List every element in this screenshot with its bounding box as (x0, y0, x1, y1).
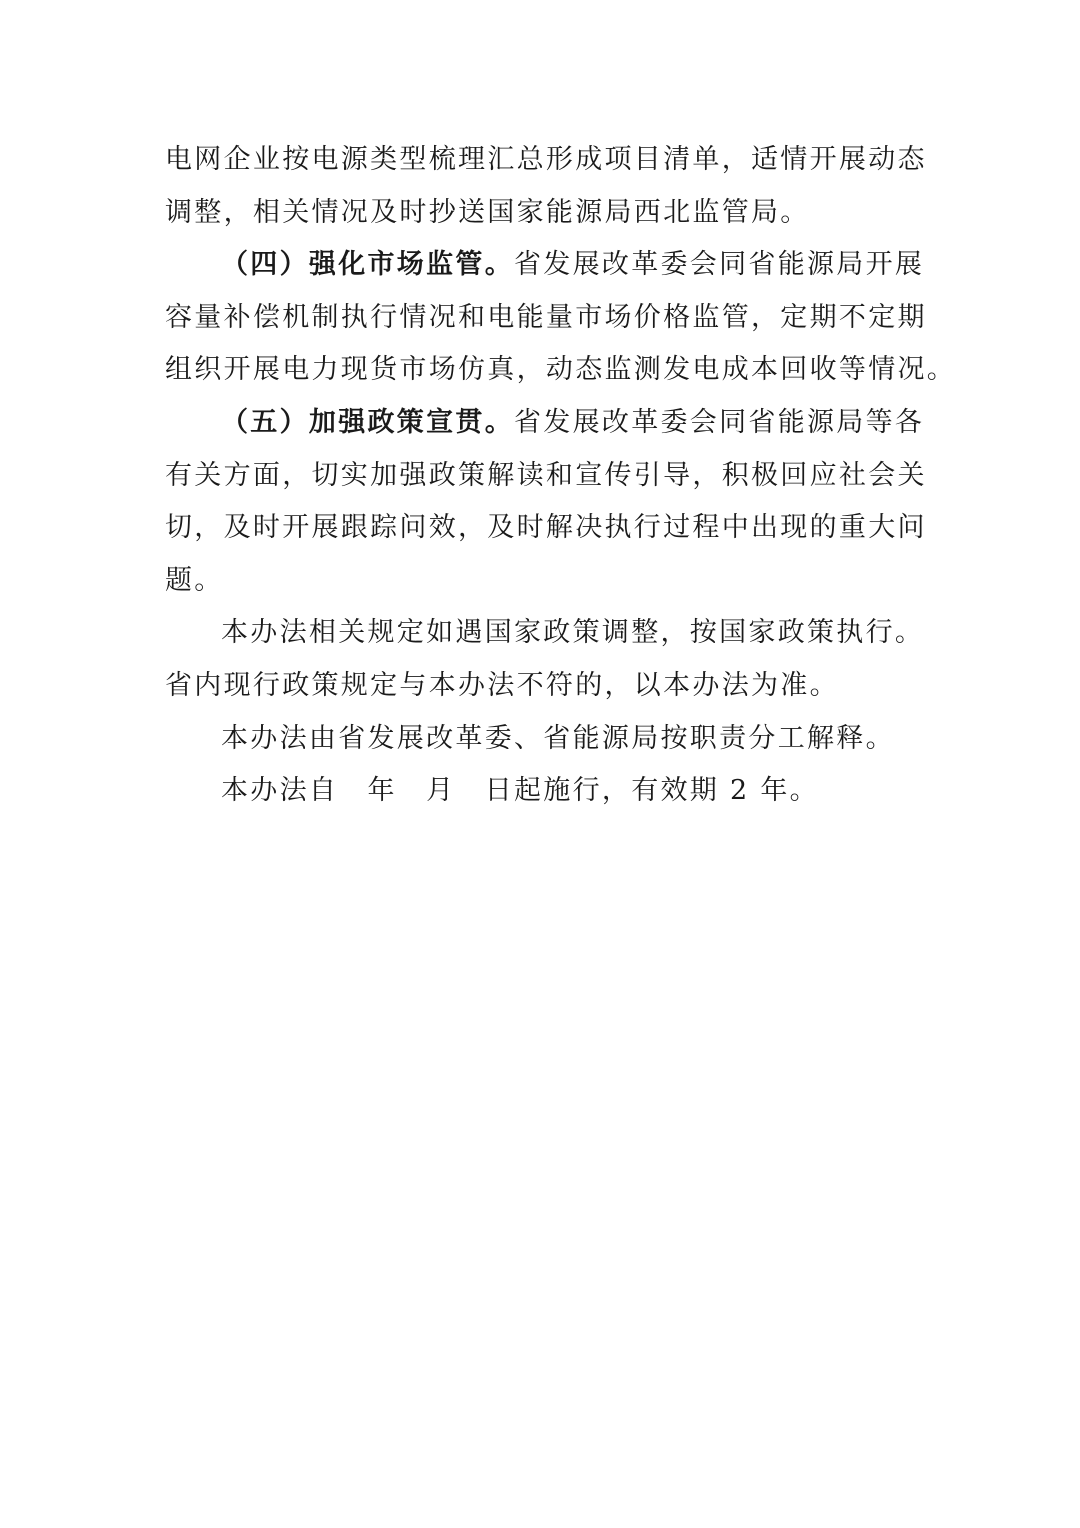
interpretation-line: 本办法由省发展改革委、省能源局按职责分工解释。 (221, 722, 895, 754)
text-line: 省内现行政策规定与本办法不符的，以本办法为准。 (165, 669, 839, 701)
document-body (165, 134, 957, 818)
section-5-text: 省发展改革委会同省能源局等各 (514, 406, 925, 438)
text-line: 有关方面，切实加强政策解读和宣传引导，积极回应社会关 (165, 459, 927, 491)
section-5-heading: （五）加强政策宣贯。 (221, 406, 514, 438)
policy-adjustment-line: 本办法相关规定如遇国家政策调整，按国家政策执行。 (221, 617, 925, 649)
section-4-text: 省发展改革委会同省能源局开展 (514, 249, 925, 281)
text-line: 电网企业按电源类型梳理汇总形成项目清单，适情开展动态 (165, 144, 927, 175)
section-4-paragraph (165, 239, 935, 292)
section-4-heading: （四）强化市场监管。 (221, 249, 514, 281)
text-line: 组织开展电力现货市场仿真，动态监测发电成本回收等情况。 (165, 354, 957, 386)
text-line: 调整，相关情况及时抄送国家能源局西北监管局。 (165, 196, 810, 228)
section-5-paragraph (165, 397, 935, 450)
text-line: 题。 (165, 564, 224, 596)
text-line: 切，及时开展跟踪问效，及时解决执行过程中出现的重大问 (165, 512, 927, 544)
text-line: 容量补偿机制执行情况和电能量市场价格监管，定期不定期 (165, 301, 927, 333)
effective-date-line: 本办法自 年 月 日起施行，有效期 2 年。 (221, 775, 819, 807)
